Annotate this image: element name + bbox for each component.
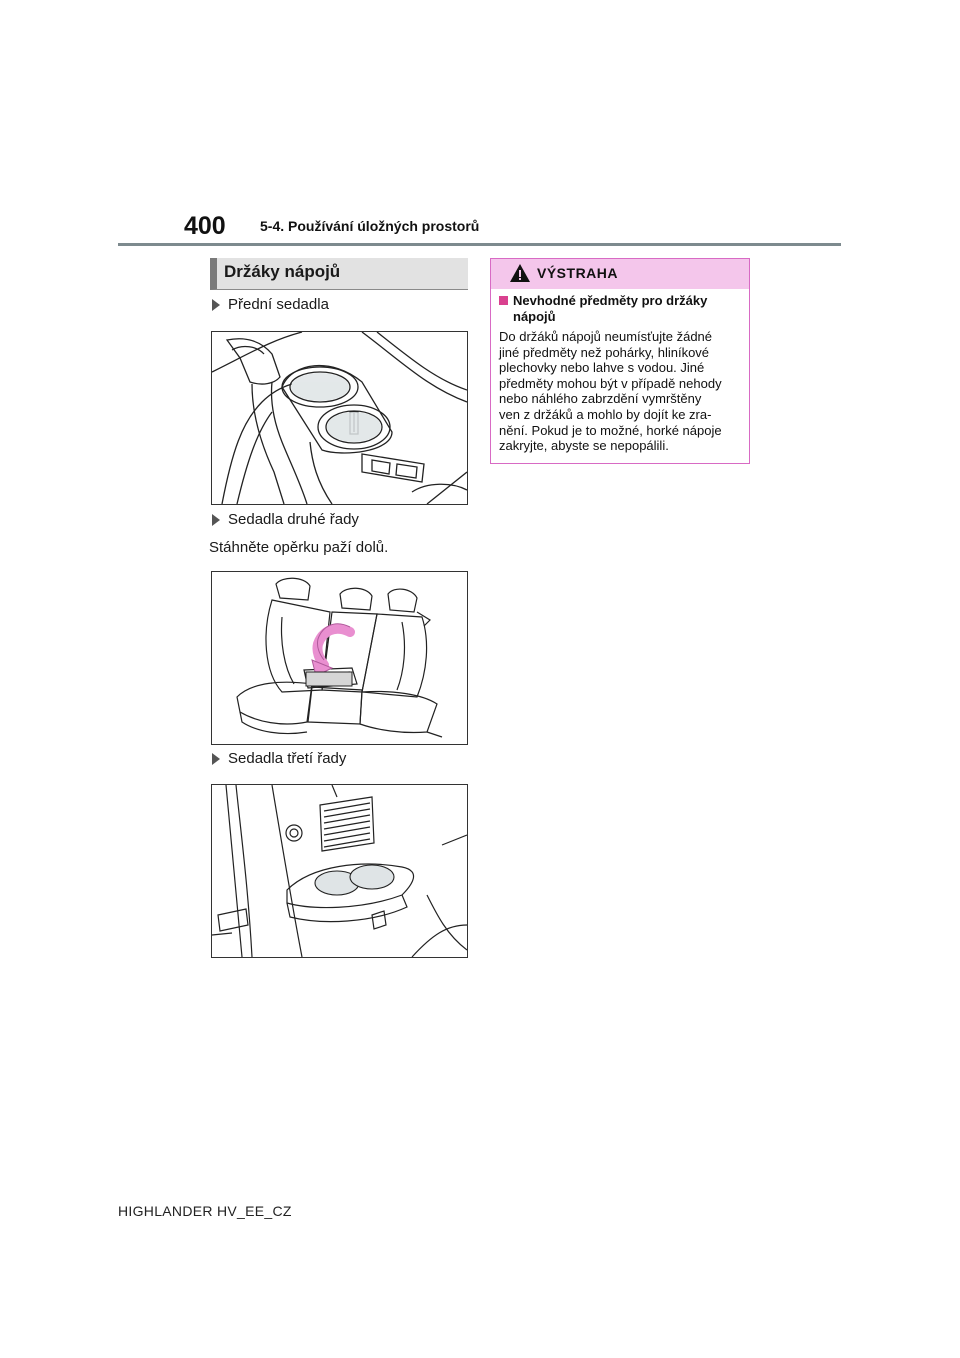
second-row-drawing [212,572,467,744]
third-row-cupholder-illustration [211,784,468,958]
front-cupholder-illustration [211,331,468,505]
third-row-drawing [212,785,467,957]
warning-subtitle [499,293,743,325]
page-number: 400 [184,212,226,240]
list-item-second-row [212,511,359,528]
warning-body [499,329,745,454]
warning-body-line: plechovky nebo lahve s vodou. Jiné [499,360,705,376]
warning-body-line: předměty mohou být v případě nehody [499,375,722,391]
warning-body-line: nění. Pokud je to možné, horké nápoje [499,422,722,438]
list-item-label: Sedadla druhé řady [228,511,359,528]
warning-body-line: jiné předměty než pohárky, hliníkové [499,344,710,360]
section-heading: Držáky nápojů [224,262,341,281]
warning-subtitle-line: nápojů [513,309,556,324]
warning-title: VÝSTRAHA [537,265,619,281]
warning-body-line: zakryjte, abyste se nepopálili. [499,438,669,454]
triangle-bullet-icon [212,753,220,765]
warning-body-line: nebo náhlého zabrzdění vymrštěny [499,391,702,407]
list-item-label: Přední sedadla [228,296,329,313]
section-title: 5-4. Používání úložných prostorů [260,218,480,234]
triangle-bullet-icon [212,299,220,311]
list-item-label: Sedadla třetí řady [228,750,347,767]
warning-body-line: Do držáků nápojů neumísťujte žádné [499,329,713,344]
list-item-front-seats [212,296,329,313]
warning-box [490,258,750,464]
front-cupholder-drawing [212,332,467,504]
header-divider [118,243,841,246]
warning-triangle-icon [509,263,531,283]
triangle-bullet-icon [212,514,220,526]
instruction-text: Stáhněte opěrku paží dolů. [209,539,389,556]
footer-model-code: HIGHLANDER HV_EE_CZ [118,1203,292,1219]
pink-arrow [317,629,350,665]
list-item-third-row [212,750,346,767]
warning-subtitle-line: Nevhodné předměty pro držáky [513,293,708,308]
second-row-armrest-illustration [211,571,468,745]
warning-body-line: ven z držáků a mohlo by dojít ke zra- [499,406,712,422]
square-bullet-icon [499,296,508,305]
warning-header [491,259,749,289]
